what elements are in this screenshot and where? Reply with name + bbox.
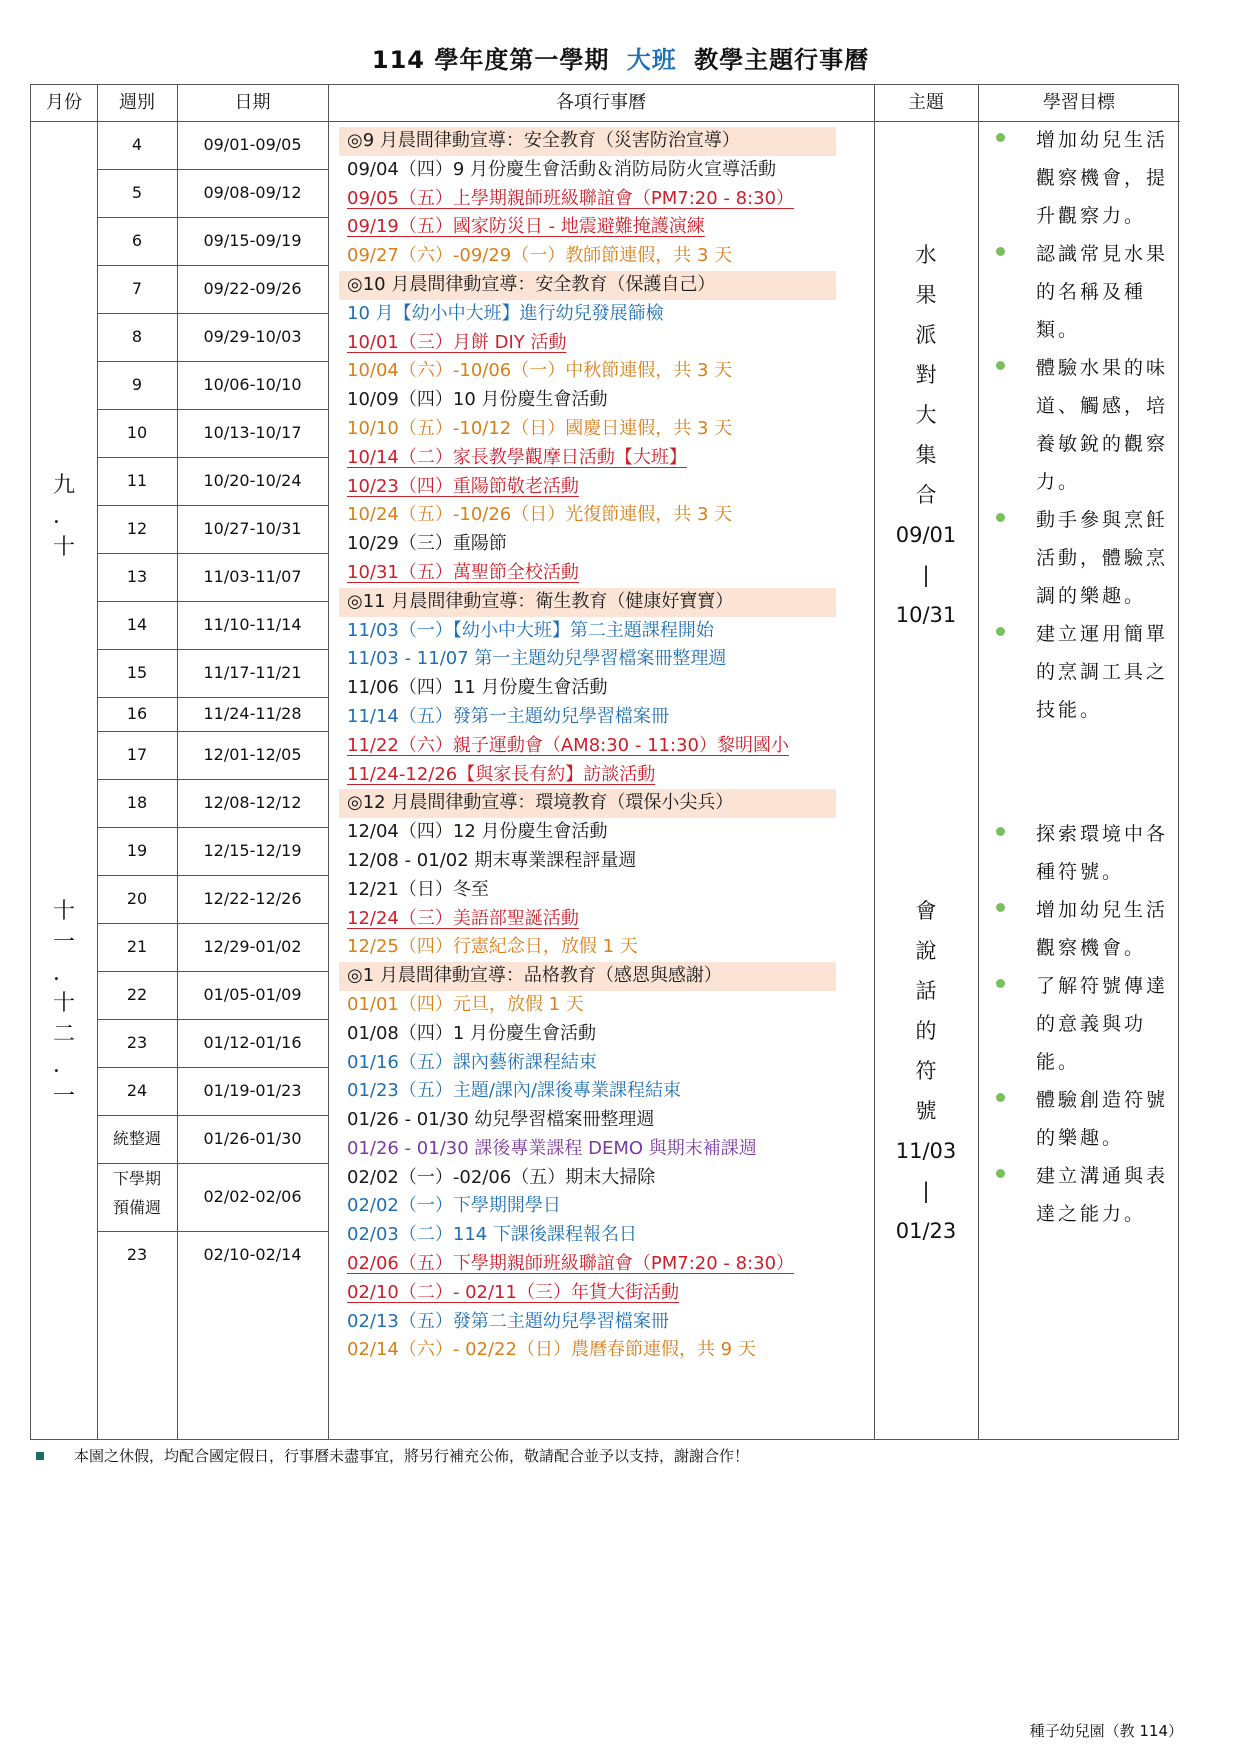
goal-item: 增加幼兒生活觀察機會。 — [978, 891, 1180, 967]
bullet-dot-icon — [996, 361, 1005, 370]
theme-line: 話 — [915, 979, 937, 1003]
week-number: 18 — [126, 793, 148, 812]
bullet-dot-icon — [996, 627, 1005, 636]
week-number: 16 — [126, 704, 148, 723]
theme-line: 果 — [915, 283, 937, 307]
event-item: 02/02（一）下學期開學日 — [347, 1195, 561, 1217]
goal-item: 體驗創造符號的樂趣。 — [978, 1081, 1180, 1157]
week-number: 4 — [131, 135, 143, 154]
theme-fruit-party — [874, 235, 978, 635]
bullet-dot-icon — [996, 979, 1005, 988]
header-week: 週別 — [119, 92, 155, 113]
month-label-nov-jan — [31, 897, 97, 1113]
calendar-table — [30, 84, 1179, 1440]
bullet-dot-icon — [996, 1169, 1005, 1178]
theme-line: 合 — [915, 483, 937, 507]
header-month: 月份 — [46, 92, 82, 113]
goal-item: 了解符號傳達的意義與功能。 — [978, 967, 1180, 1081]
event-item: 11/22（六）親子運動會（AM8:30 - 11:30）黎明國小 — [347, 734, 789, 756]
week-number: 21 — [126, 937, 148, 956]
theme-line: 11/03 — [895, 1139, 957, 1163]
month-char: ． — [52, 960, 75, 986]
month-char: ． — [52, 1052, 75, 1078]
week-number: 13 — [126, 567, 148, 586]
month-char: 一 — [52, 1083, 75, 1109]
event-item: 10/04（六）-10/06（一）中秋節連假，共 3 天 — [347, 360, 733, 382]
theme-line: | — [922, 1179, 930, 1203]
week-number: 7 — [131, 279, 143, 298]
week-date-range: 12/15-12/19 — [203, 841, 302, 860]
theme-line: 派 — [915, 323, 937, 347]
title-class-name: 大班 — [626, 46, 677, 74]
week-number: 6 — [131, 231, 143, 250]
event-item: 12/24（三）美語部聖誕活動 — [347, 907, 579, 929]
events-list — [339, 127, 874, 1365]
theme-line: 10/31 — [895, 603, 957, 627]
week-number: 8 — [131, 327, 143, 346]
event-item: 11/24-12/26【與家長有約】訪談活動 — [347, 763, 656, 785]
event-item: 01/26 - 01/30 幼兒學習檔案冊整理週 — [347, 1109, 655, 1131]
event-item: 12/21（日）冬至 — [347, 878, 489, 900]
week-date-range: 09/08-09/12 — [203, 183, 302, 202]
theme-talking-symbols — [874, 891, 978, 1251]
event-item: 02/06（五）下學期親師班級聯誼會（PM7:20 - 8:30） — [347, 1253, 795, 1275]
week-date-range: 01/26-01/30 — [203, 1129, 302, 1148]
bullet-dot-icon — [996, 903, 1005, 912]
goal-item: 建立運用簡單的烹調工具之技能。 — [978, 615, 1180, 729]
month-char: 十 — [52, 991, 75, 1017]
event-monthly-theme: ◎11 月晨間律動宣導：衛生教育（健康好寶寶） — [339, 588, 836, 617]
event-monthly-theme: ◎12 月晨間律動宣導：環境教育（環保小尖兵） — [339, 789, 836, 818]
week-number: 17 — [126, 745, 148, 764]
event-item: 01/23（五）主題/課內/課後專業課程結束 — [347, 1080, 682, 1102]
goal-item: 體驗水果的味道、觸感，培養敏銳的觀察力。 — [978, 349, 1180, 501]
week-date-range: 09/22-09/26 — [203, 279, 302, 298]
goal-item: 認識常見水果的名稱及種類。 — [978, 235, 1180, 349]
goal-item: 探索環境中各種符號。 — [978, 815, 1180, 891]
event-item: 12/08 - 01/02 期末專業課程評量週 — [347, 849, 637, 871]
month-char: 九 — [52, 473, 75, 498]
event-item: 10/24（五）-10/26（日）光復節連假，共 3 天 — [347, 504, 733, 526]
week-date-range: 10/13-10/17 — [203, 423, 302, 442]
event-monthly-theme: ◎9 月晨間律動宣導：安全教育（災害防治宣導） — [339, 127, 836, 156]
event-item: 11/14（五）發第一主題幼兒學習檔案冊 — [347, 705, 669, 727]
theme-line: 集 — [915, 443, 937, 467]
week-number: 23 — [126, 1033, 148, 1052]
week-number: 下學期 預備週 — [112, 1169, 161, 1217]
event-item: 11/06（四）11 月份慶生會活動 — [347, 677, 608, 699]
week-date-range: 10/27-10/31 — [203, 519, 302, 538]
goal-item: 動手參與烹飪活動，體驗烹調的樂趣。 — [978, 501, 1180, 615]
month-char: ． — [52, 503, 75, 529]
page-title — [0, 40, 1241, 75]
theme-line: | — [922, 563, 930, 587]
event-item: 09/05（五）上學期親師班級聯誼會（PM7:20 - 8:30） — [347, 187, 795, 209]
event-item: 10/31（五）萬聖節全校活動 — [347, 561, 579, 583]
month-char: 十 — [52, 534, 75, 560]
week-number: 15 — [126, 663, 148, 682]
theme-line: 會 — [915, 899, 937, 923]
note-square-icon — [36, 1452, 44, 1460]
bullet-dot-icon — [996, 133, 1005, 142]
event-item: 02/10（二）- 02/11（三）年貨大街活動 — [347, 1281, 679, 1303]
event-item: 01/01（四）元旦，放假 1 天 — [347, 993, 584, 1015]
bullet-dot-icon — [996, 247, 1005, 256]
week-date-range: 11/03-11/07 — [203, 567, 302, 586]
week-date-range: 11/17-11/21 — [203, 663, 302, 682]
event-item: 01/08（四）1 月份慶生會活動 — [347, 1022, 597, 1044]
event-item: 02/14（六）- 02/22（日）農曆春節連假，共 9 天 — [347, 1339, 756, 1361]
event-item: 11/03（一）【幼小中大班】第二主題課程開始 — [347, 619, 714, 641]
event-item: 12/04（四）12 月份慶生會活動 — [347, 821, 608, 843]
col-divider — [328, 85, 329, 1439]
theme-line: 水 — [915, 243, 937, 267]
week-date-range: 01/19-01/23 — [203, 1081, 302, 1100]
event-item: 09/04（四）9 月份慶生會活動＆消防局防火宣導活動 — [347, 158, 777, 180]
week-number: 9 — [131, 375, 143, 394]
bullet-dot-icon — [996, 513, 1005, 522]
theme-line: 符 — [915, 1059, 937, 1083]
theme-line: 大 — [915, 403, 937, 427]
event-item: 10/29（三）重陽節 — [347, 533, 507, 555]
header-events: 各項行事曆 — [556, 92, 646, 113]
goals-theme-2 — [978, 815, 1180, 1233]
month-char: 二 — [52, 1022, 75, 1048]
theme-line: 對 — [915, 363, 937, 387]
week-date-range: 01/12-01/16 — [203, 1033, 302, 1052]
event-item: 02/02（一）-02/06（五）期末大掃除 — [347, 1166, 656, 1188]
theme-line: 09/01 — [895, 523, 957, 547]
week-number: 統整週 — [112, 1129, 161, 1148]
week-number: 11 — [126, 471, 148, 490]
week-date-range: 11/24-11/28 — [203, 704, 302, 723]
header-theme: 主題 — [908, 92, 944, 113]
week-number: 24 — [126, 1081, 148, 1100]
week-number: 12 — [126, 519, 148, 538]
event-item: 11/03 - 11/07 第一主題幼兒學習檔案冊整理週 — [347, 648, 727, 670]
event-item: 01/16（五）課內藝術課程結束 — [347, 1051, 597, 1073]
week-number: 19 — [126, 841, 148, 860]
theme-line: 的 — [915, 1019, 937, 1043]
theme-line: 號 — [915, 1099, 937, 1123]
theme-line: 說 — [915, 939, 937, 963]
month-char: 十 — [52, 899, 75, 924]
week-date-range: 12/01-12/05 — [203, 745, 302, 764]
event-item: 10/09（四）10 月份慶生會活動 — [347, 389, 608, 411]
week-date-range: 12/08-12/12 — [203, 793, 302, 812]
week-date-range: 10/06-10/10 — [203, 375, 302, 394]
bullet-dot-icon — [996, 827, 1005, 836]
title-prefix: 114 學年度第一學期 — [371, 46, 610, 74]
event-item: 12/25（四）行憲紀念日，放假 1 天 — [347, 936, 638, 958]
week-date-range: 12/29-01/02 — [203, 937, 302, 956]
note-text: 本園之休假，均配合國定假日，行事曆未盡事宜，將另行補充公佈，敬請配合並予以支持，謝謝合作！ — [74, 1447, 750, 1465]
week-date-range: 02/02-02/06 — [203, 1187, 302, 1206]
event-item: 01/26 - 01/30 課後專業課程 DEMO 與期末補課週 — [347, 1137, 757, 1159]
theme-line: 01/23 — [895, 1219, 957, 1243]
month-label-sep-oct — [31, 471, 97, 563]
bullet-dot-icon — [996, 1093, 1005, 1102]
event-monthly-theme: ◎1 月晨間律動宣導：品格教育（感恩與感謝） — [339, 962, 836, 991]
week-number: 10 — [126, 423, 148, 442]
week-date-range: 10/20-10/24 — [203, 471, 302, 490]
week-number: 22 — [126, 985, 148, 1004]
week-date-range: 09/15-09/19 — [203, 231, 302, 250]
header-date: 日期 — [234, 92, 271, 113]
goal-item: 建立溝通與表達之能力。 — [978, 1157, 1180, 1233]
month-char: 一 — [52, 929, 75, 955]
event-item: 02/03（二）114 下課後課程報名日 — [347, 1224, 637, 1246]
goal-item: 增加幼兒生活觀察機會，提升觀察力。 — [978, 121, 1180, 235]
event-item: 10/10（五）-10/12（日）國慶日連假，共 3 天 — [347, 417, 733, 439]
week-number: 14 — [126, 615, 148, 634]
event-item: 10/23（四）重陽節敬老活動 — [347, 475, 579, 497]
week-number: 23 — [126, 1245, 148, 1264]
event-item: 10/14（二）家長教學觀摩日活動【大班】 — [347, 446, 687, 468]
week-date-range: 02/10-02/14 — [203, 1245, 302, 1264]
title-suffix: 教學主題行事曆 — [694, 46, 870, 74]
week-date-range: 09/01-09/05 — [203, 135, 302, 154]
event-item: 02/13（五）發第二主題幼兒學習檔案冊 — [347, 1310, 669, 1332]
event-item: 10/01（三）月餅 DIY 活動 — [347, 331, 567, 353]
header-goals: 學習目標 — [1043, 92, 1115, 113]
goals-theme-1 — [978, 121, 1180, 729]
event-monthly-theme: ◎10 月晨間律動宣導：安全教育（保護自己） — [339, 271, 836, 300]
footnote — [30, 1445, 749, 1466]
week-date-range: 09/29-10/03 — [203, 327, 302, 346]
event-item: 10 月【幼小中大班】進行幼兒發展篩檢 — [347, 302, 664, 324]
week-number: 20 — [126, 889, 148, 908]
week-number: 5 — [131, 183, 143, 202]
week-date-range: 11/10-11/14 — [203, 615, 302, 634]
event-item: 09/27（六）-09/29（一）教師節連假，共 3 天 — [347, 245, 733, 267]
week-date-range: 01/05-01/09 — [203, 985, 302, 1004]
week-date-range: 12/22-12/26 — [203, 889, 302, 908]
event-item: 09/19（五）國家防災日 - 地震避難掩護演練 — [347, 216, 705, 238]
footer-org: 種子幼兒園（教 114） — [1029, 1722, 1183, 1740]
